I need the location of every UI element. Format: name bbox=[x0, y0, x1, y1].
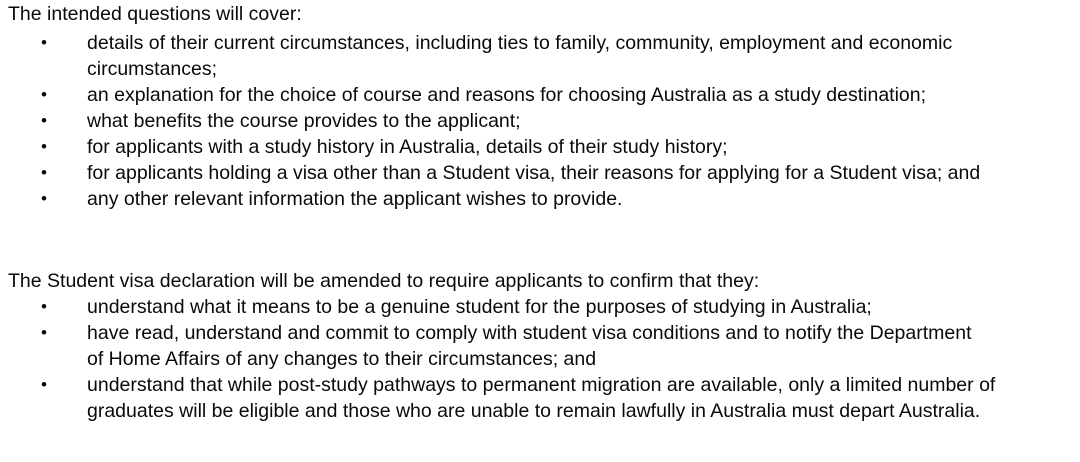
list-item bbox=[0, 30, 1080, 82]
list-item-text: understand that while post-study pathways to permanent migration are available, only a limited number of graduates will be eligible and those who are unable to remain lawfully in Australia must depart Australia. bbox=[87, 374, 996, 422]
list-item-text: have read, understand and commit to comply with student visa conditions and to notify the Department of Home Affairs of any changes to their circumstances; and bbox=[87, 322, 972, 370]
list-item bbox=[0, 372, 1080, 424]
bullet-icon: • bbox=[41, 189, 47, 208]
list-item-text: an explanation for the choice of course and reasons for choosing Australia as a study destination; bbox=[87, 84, 927, 106]
list-item-text: what benefits the course provides to the applicant; bbox=[87, 110, 521, 132]
list-item-text: understand what it means to be a genuine student for the purposes of studying in Australia; bbox=[87, 296, 872, 318]
list-item bbox=[0, 108, 1080, 134]
bullet-icon: • bbox=[41, 33, 47, 52]
section-intro-declaration: The Student visa declaration will be amended to require applicants to confirm that they: bbox=[8, 270, 760, 292]
list-item bbox=[0, 82, 1080, 108]
list-item-text: for applicants with a study history in Australia, details of their study history; bbox=[87, 136, 728, 158]
list-item bbox=[0, 160, 1080, 186]
list-item bbox=[0, 320, 1080, 372]
list-item-text: details of their current circumstances, including ties to family, community, employment and economic circumstances; bbox=[87, 32, 953, 80]
questions-list bbox=[0, 30, 1080, 212]
bullet-icon: • bbox=[41, 323, 47, 342]
list-item bbox=[0, 186, 1080, 212]
list-item-text: for applicants holding a visa other than a Student visa, their reasons for applying for a Student visa; and bbox=[87, 162, 981, 184]
bullet-icon: • bbox=[41, 375, 47, 394]
section-intro-questions: The intended questions will cover: bbox=[8, 3, 302, 25]
declaration-list bbox=[0, 294, 1080, 424]
bullet-icon: • bbox=[41, 111, 47, 130]
bullet-icon: • bbox=[41, 85, 47, 104]
list-item bbox=[0, 134, 1080, 160]
bullet-icon: • bbox=[41, 163, 47, 182]
bullet-icon: • bbox=[41, 137, 47, 156]
list-item bbox=[0, 294, 1080, 320]
list-item-text: any other relevant information the applicant wishes to provide. bbox=[87, 188, 623, 210]
bullet-icon: • bbox=[41, 297, 47, 316]
